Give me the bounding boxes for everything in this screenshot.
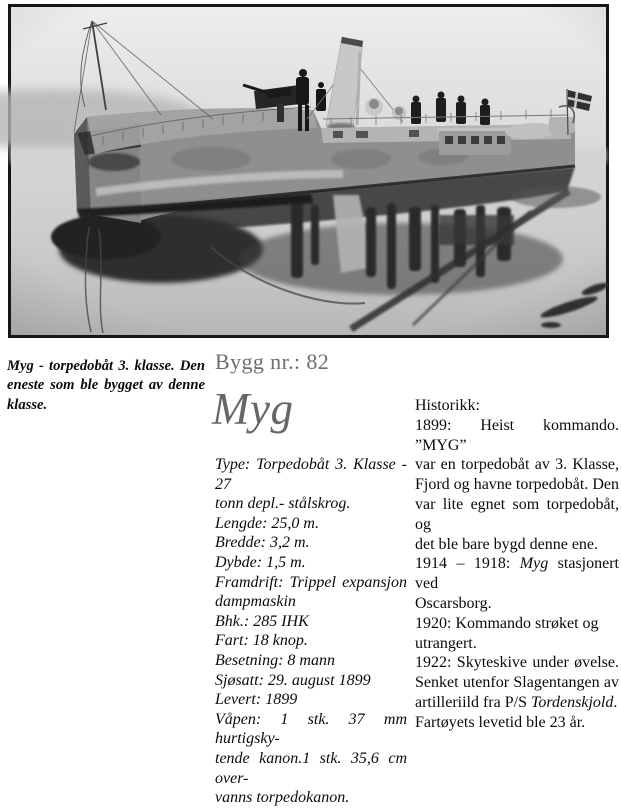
spec-line: vanns torpedokanon. xyxy=(215,789,350,807)
photo-caption xyxy=(7,357,205,415)
spec-line: Type: Torpedobåt 3. Klasse - 27 xyxy=(215,456,407,493)
history-line: var en torpedobåt av 3. Klasse, xyxy=(415,456,619,474)
history-line: 1922: Skyteskive under øvelse. xyxy=(415,654,619,672)
spec-line: Lengde: 25,0 m. xyxy=(215,514,319,532)
history-line: Fjord og havne torpedobåt. Den xyxy=(415,476,619,494)
spec-line: Besetning: 8 mann xyxy=(215,651,335,669)
spec-line: tonn depl.- stålskrog. xyxy=(215,495,351,513)
italic-ship-name: Tordenskjold xyxy=(530,693,614,711)
photo-vignette xyxy=(11,7,606,335)
history-line: 1914 – 1918: Myg stasjonert ved xyxy=(415,555,619,593)
spec-line: tende kanon.1 stk. 35,6 cm over- xyxy=(215,749,407,787)
spec-line: Bredde: 3,2 m. xyxy=(215,534,310,552)
caption-line: Myg - torpedobåt 3. klasse. Den xyxy=(7,358,205,374)
history-line: Oscarsborg. xyxy=(415,594,492,612)
spec-line: Våpen: 1 stk. 37 mm hurtigsky- xyxy=(215,710,407,748)
history-line: artilleriild fra P/S Tordenskjold. xyxy=(415,693,618,711)
spec-line: Fart: 18 knop. xyxy=(215,632,308,650)
spec-line: Sjøsatt: 29. august 1899 xyxy=(215,671,371,689)
italic-ship-name: Myg xyxy=(519,555,549,573)
history-line: det ble bare bygd denne ene. xyxy=(415,535,599,553)
ship-name-title: Myg xyxy=(212,384,294,434)
specifications-list xyxy=(215,455,407,808)
spec-line: Framdrift: Trippel expansjon xyxy=(215,573,407,591)
history-line: Fartøyets levetid ble 23 år. xyxy=(415,713,586,731)
history-section xyxy=(415,396,619,733)
history-line: utrangert. xyxy=(415,634,477,652)
spec-line: Levert: 1899 xyxy=(215,691,298,709)
caption-line: eneste som ble bygget av denne xyxy=(7,377,205,394)
build-number-heading: Bygg nr.: 82 xyxy=(215,349,330,374)
history-line: 1899: Heist kommando. ”MYG” xyxy=(415,416,619,454)
history-line: 1920: Kommando strøket og xyxy=(415,614,599,632)
history-line: Senket utenfor Slagentangen av xyxy=(415,674,619,692)
caption-line: klasse. xyxy=(7,396,48,413)
history-heading: Historikk: xyxy=(415,397,480,414)
ship-photograph xyxy=(8,4,609,338)
spec-line: dampmaskin xyxy=(215,593,296,611)
spec-line: Bhk.: 285 IHK xyxy=(215,612,309,630)
ship-photo-illustration xyxy=(11,7,606,335)
history-line: var lite egnet som torpedobåt, og xyxy=(415,495,619,533)
spec-line: Dybde: 1,5 m. xyxy=(215,553,306,571)
